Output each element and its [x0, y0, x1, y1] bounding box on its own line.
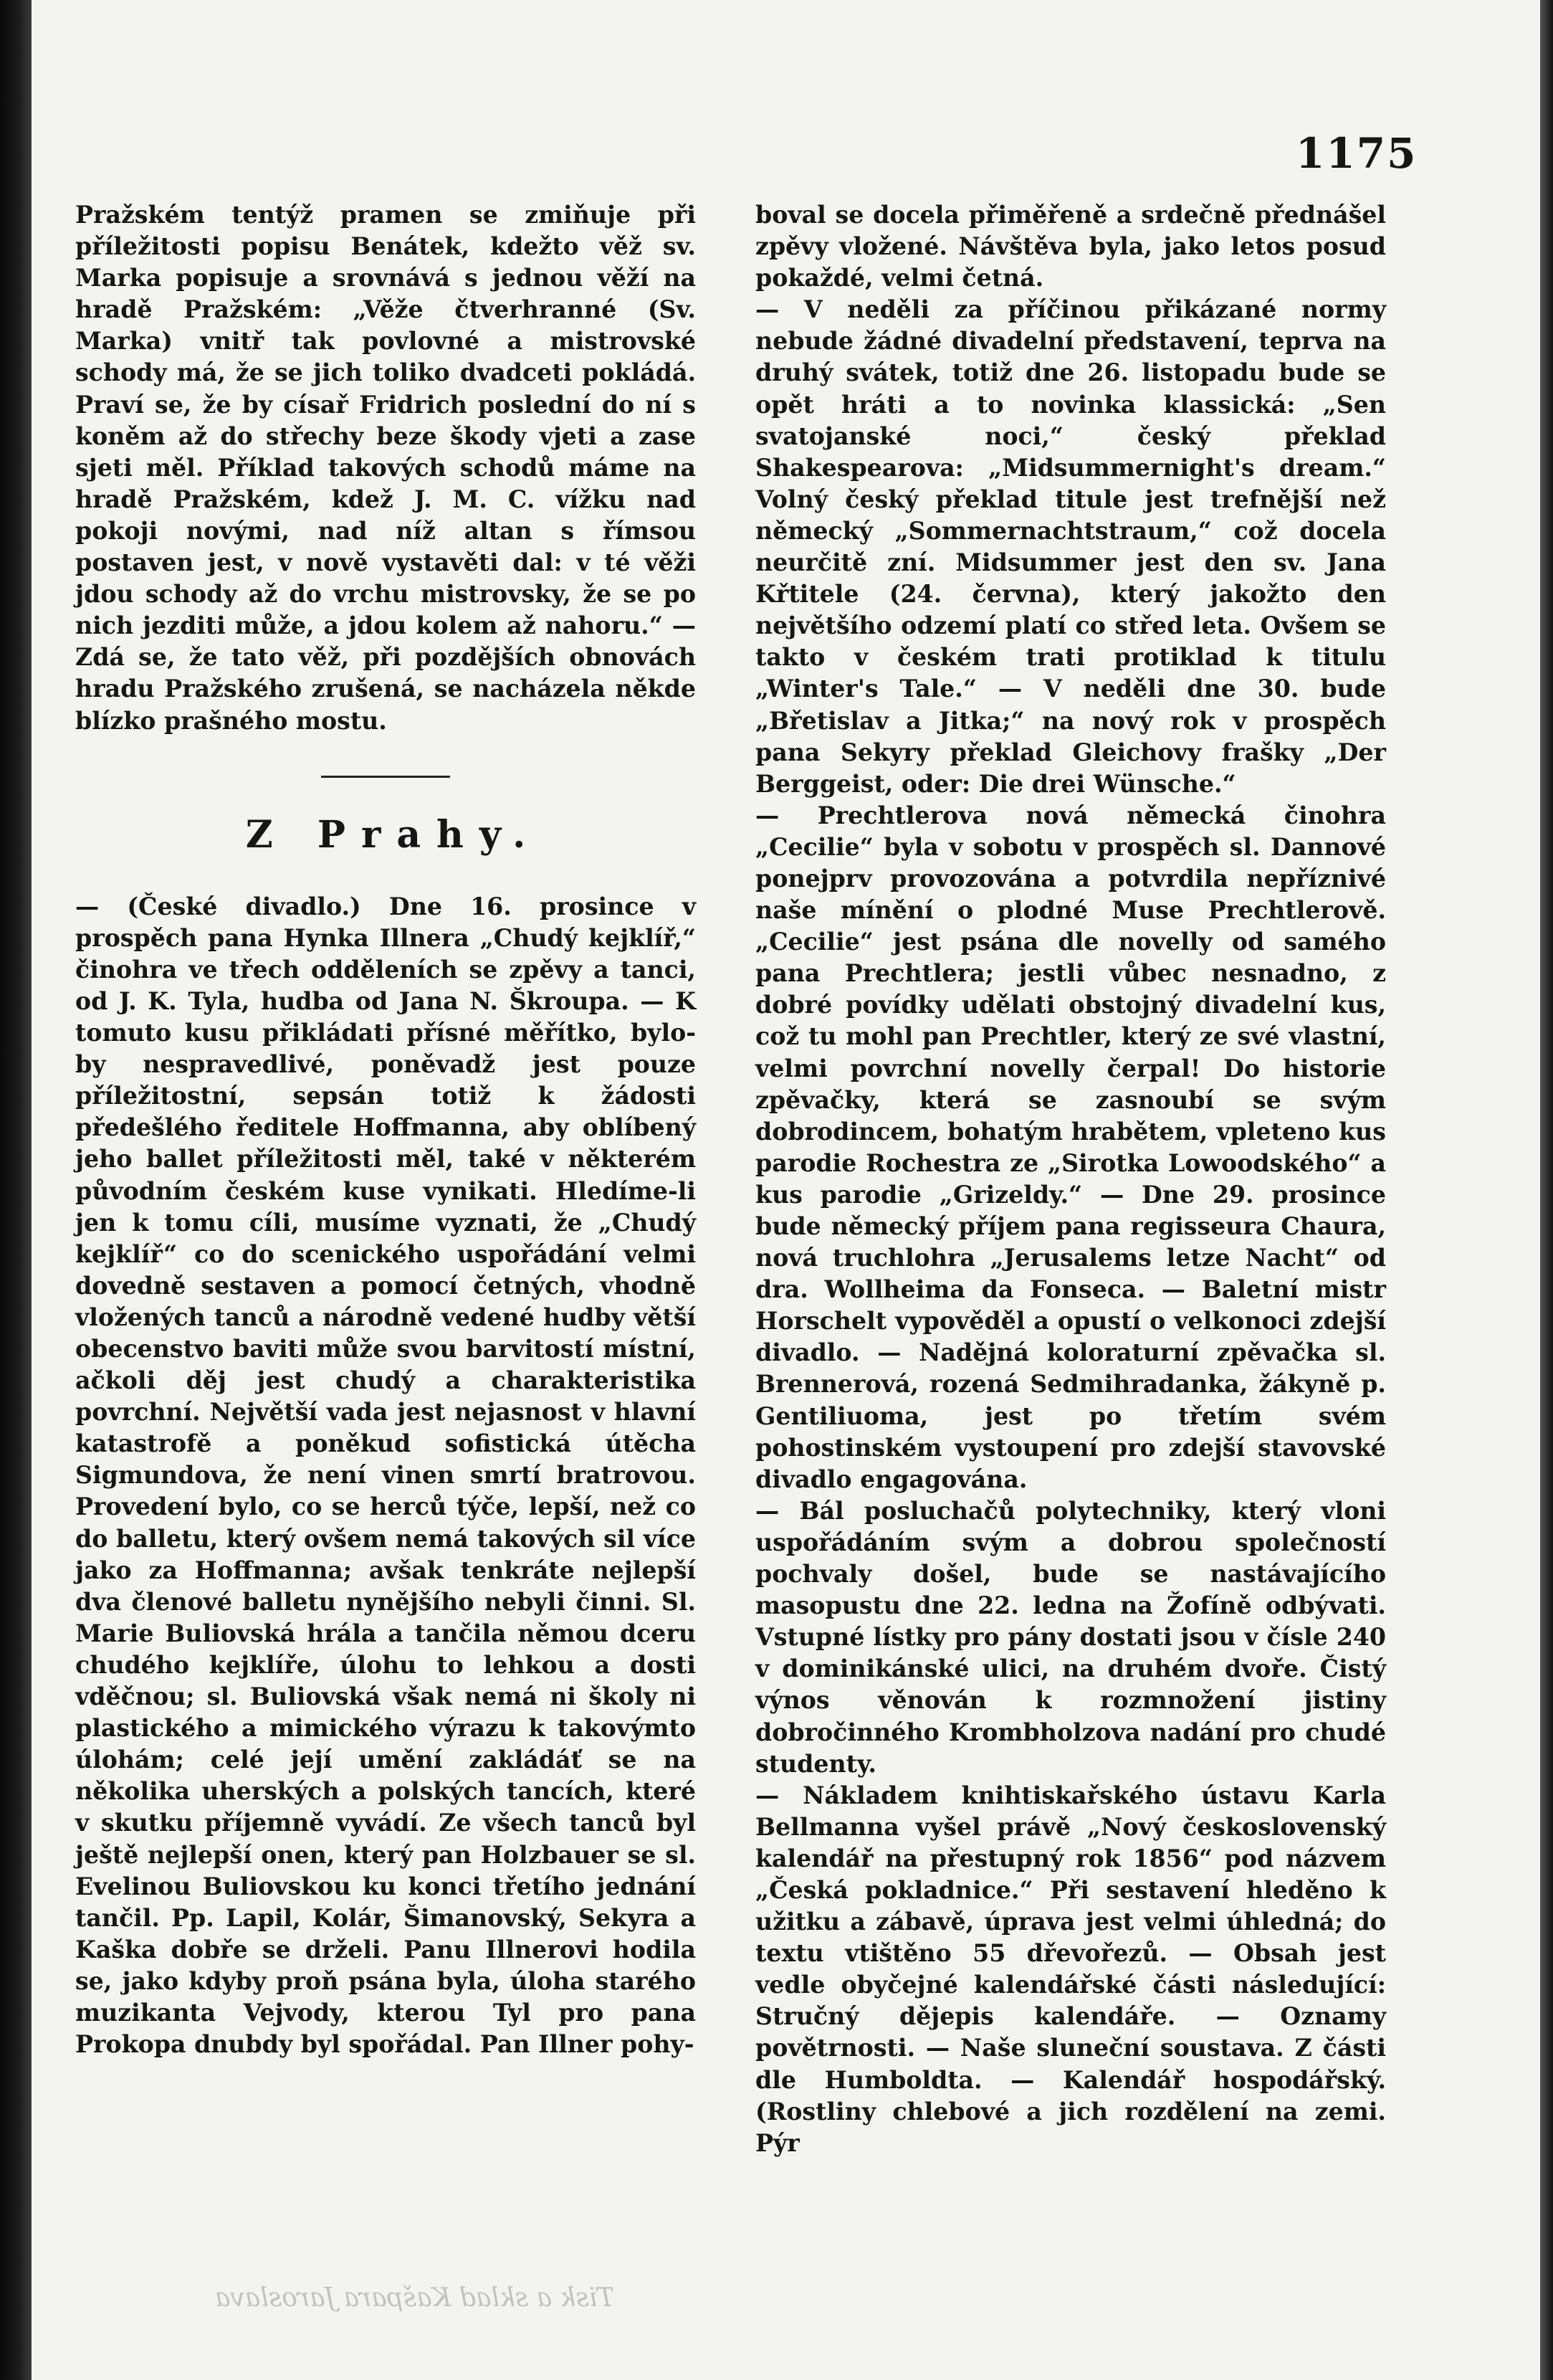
section-divider	[321, 776, 450, 778]
article-paragraph: — Bál posluchačů polytechniky, který vloni uspořádáním svým a dobrou společností pochvaly došel, bude se nastávajícího masopustu dne 22. ledna na Žofíně odbývati. Vstupné lístky pro pány dostati jsou v čísle 240 v dominikánské ulici, na druhém dvoře. Čistý výnos věnován k rozmnožení jistiny dobročinného Krombholzova nadání pro chudé studenty.	[755, 1496, 1386, 1778]
article-paragraph: — (České divadlo.) Dne 16. prosince v prospěch pana Hynka Illnera „Chudý kejklíř,“ činohra ve třech odděleních se zpěvy a tanci, od J. K. Tyla, hudba od Jana N. Škroupa. — K tomuto kusu přikládati přísné měřítko, bylo-by nespravedlivé, poněvadž jest pouze příležitostní, sepsán totiž k žádosti předešlého ředitele Hoffmanna, aby oblíbený jeho ballet příležitosti měl, také v některém původním českém kuse vynikati. Hledíme-li jen k tomu cíli, musíme vyznati, že „Chudý kejklíř“ co do scenického uspořádání velmi dovedně sestaven a pomocí četných, vhodně vložených tanců a národně vedené hudby větší obecenstvo baviti může svou barvitostí místní, ačkoli děj jest chudý a charakteristika povrchní. Největší vada jest nejasnost v hlavní katastrofě a poněkud sofistická útěcha Sigmundova, že není vinen smrtí bratrovou. Provedení bylo, co se herců týče, lepší, než co do balletu, který ovšem nemá takových sil více jako za Hoffmanna; avšak tenkráte nejlepší dva členové balletu nynějšího nebyli činni. Sl. Marie Buliovská hrála a tančila němou dceru chudého kejklíře, úlohu to lehkou a dosti vděčnou; sl. Buliovská však nemá ni školy ni plastického a mimického výrazu k takovýmto úlohám; celé její umění zakládáť se na několika uherských a polských tancích, které v skutku příjemně vyvádí. Ze všech tanců byl ještě nejlepší onen, který pan Holzbauer se sl. Evelinou Buliovskou ku konci třetího jednání tančil. Pp. Lapil, Kolár, Šimanovský, Sekyra a Kaška dobře se drželi. Panu Illnerovi hodila se, jako kdyby proň psána byla, úloha starého muzikanta Vejvody, kterou Tyl pro pana Prokopa dnubdy byl spořádal. Pan Illner pohy-	[75, 892, 696, 2059]
article-paragraph: — V neděli za příčinou přikázané normy nebude žádné divadelní představení, teprva na druhý svátek, totiž dne 26. listopadu bude se opět hráti a to novinka klassická: „Sen svatojanské noci,“ český překlad Shakespearova: „Midsummernight's dream.“ Volný český překlad titule jest trefnější než německý „Sommernachtstraum,“ což docela neurčitě zní. Midsummer jest den sv. Jana Křtitele (24. června), který jakožto den největšího odzemí platí co střed leta. Ovšem se takto v českém trati protiklad k titulu „Winter's Tale.“ — V neděli dne 30. bude „Břetislav a Jitka;“ na nový rok v prospěch pana Sekyry překlad Gleichovy frašky „Der Berggeist, oder: Die drei Wünsche.“	[755, 295, 1386, 798]
article-paragraph: — Nákladem knihtiskařského ústavu Karla Bellmanna vyšel právě „Nový československý kalendář na přestupný rok 1856“ pod názvem „Česká pokladnice.“ Při sestavení hleděno k užitku a zábavě, úprava jest velmi úhledná; do textu vtištěno 55 dřevořezů. — Obsah jest vedle obyčejné kalendářské části následující: Stručný dějepis kalendáře. — Oznamy povětrnosti. — Naše sluneční soustava. Z části dle Humboldta. — Kalendář hospodářský. (Rostliny chlebové a jich rozdělení na zemi. Pýr	[755, 1781, 1386, 2157]
page-edge-shadow	[1540, 0, 1553, 2380]
left-column	[75, 199, 696, 2060]
binding-shadow	[0, 0, 32, 2380]
bleed-through-text: Tisk a sklad Kašpara Jaroslava	[215, 2283, 615, 2313]
right-column	[755, 199, 1386, 2159]
article-paragraph: boval se docela přiměřeně a srdečně přednášel zpěvy vložené. Návštěva byla, jako letos posud pokaždé, velmi četná.	[755, 201, 1386, 292]
article-paragraph: Pražském tentýž pramen se zmiňuje při příležitosti popisu Benátek, kdežto věž sv. Marka popisuje a srovnává s jednou věží na hradě Pražském: „Věže čtverhranné (Sv. Marka) vnitř tak povlovné a mistrovské schody má, že se jich toliko dvadceti pokládá. Praví se, že by císař Fridrich poslední do ní s koněm až do střechy beze škody vjeti a zase sjeti měl. Příklad takových schodů máme na hradě Pražském, kdež J. M. C. vížku nad pokoji novými, nad níž altan s římsou postaven jest, v nově vystavěti dal: v té věži jdou schody až do vrchu mistrovsky, že se po nich jezditi může, a jdou kolem až nahoru.“ — Zdá se, že tato věž, při pozdějších obnovách hradu Pražského zrušená, se nacházela někde blízko prašného mostu.	[75, 201, 696, 735]
article-paragraph: — Prechtlerova nová německá činohra „Cecilie“ byla v sobotu v prospěch sl. Dannové ponejprv provozována a potvrdila nepříznivé naše mínění o plodné Muse Prechtlerově. „Cecilie“ jest psána dle novelly od samého pana Prechtlera; jestli vůbec nesnadno, z dobré povídky udělati obstojný divadelní kus, což tu mohl pan Prechtler, který ze své vlastní, velmi povrchní novelly čerpal! Do historie zpěvačky, která se zasnoubí se svým dobrodincem, bohatým hrabětem, vpleteno kus parodie Rochestra ze „Sirotka Lowoodského“ a kus parodie „Grizeldy.“ — Dne 29. prosince bude německý příjem pana regisseura Chaura, nová truchlohra „Jerusalems letze Nacht“ od dra. Wollheima da Fonseca. — Baletní mistr Horschelt vypověděl a opustí o velkonoci zdejší divadlo. — Nadějná koloraturní zpěvačka sl. Brennerová, rozená Sedmihradanka, žákyně p. Gentiliuoma, jest po třetím svém pohostinském vystoupení pro zdejší stavovské divadlo engagována.	[755, 801, 1386, 1493]
section-heading: Z Prahy.	[245, 812, 542, 857]
page-number: 1175	[1296, 129, 1418, 178]
